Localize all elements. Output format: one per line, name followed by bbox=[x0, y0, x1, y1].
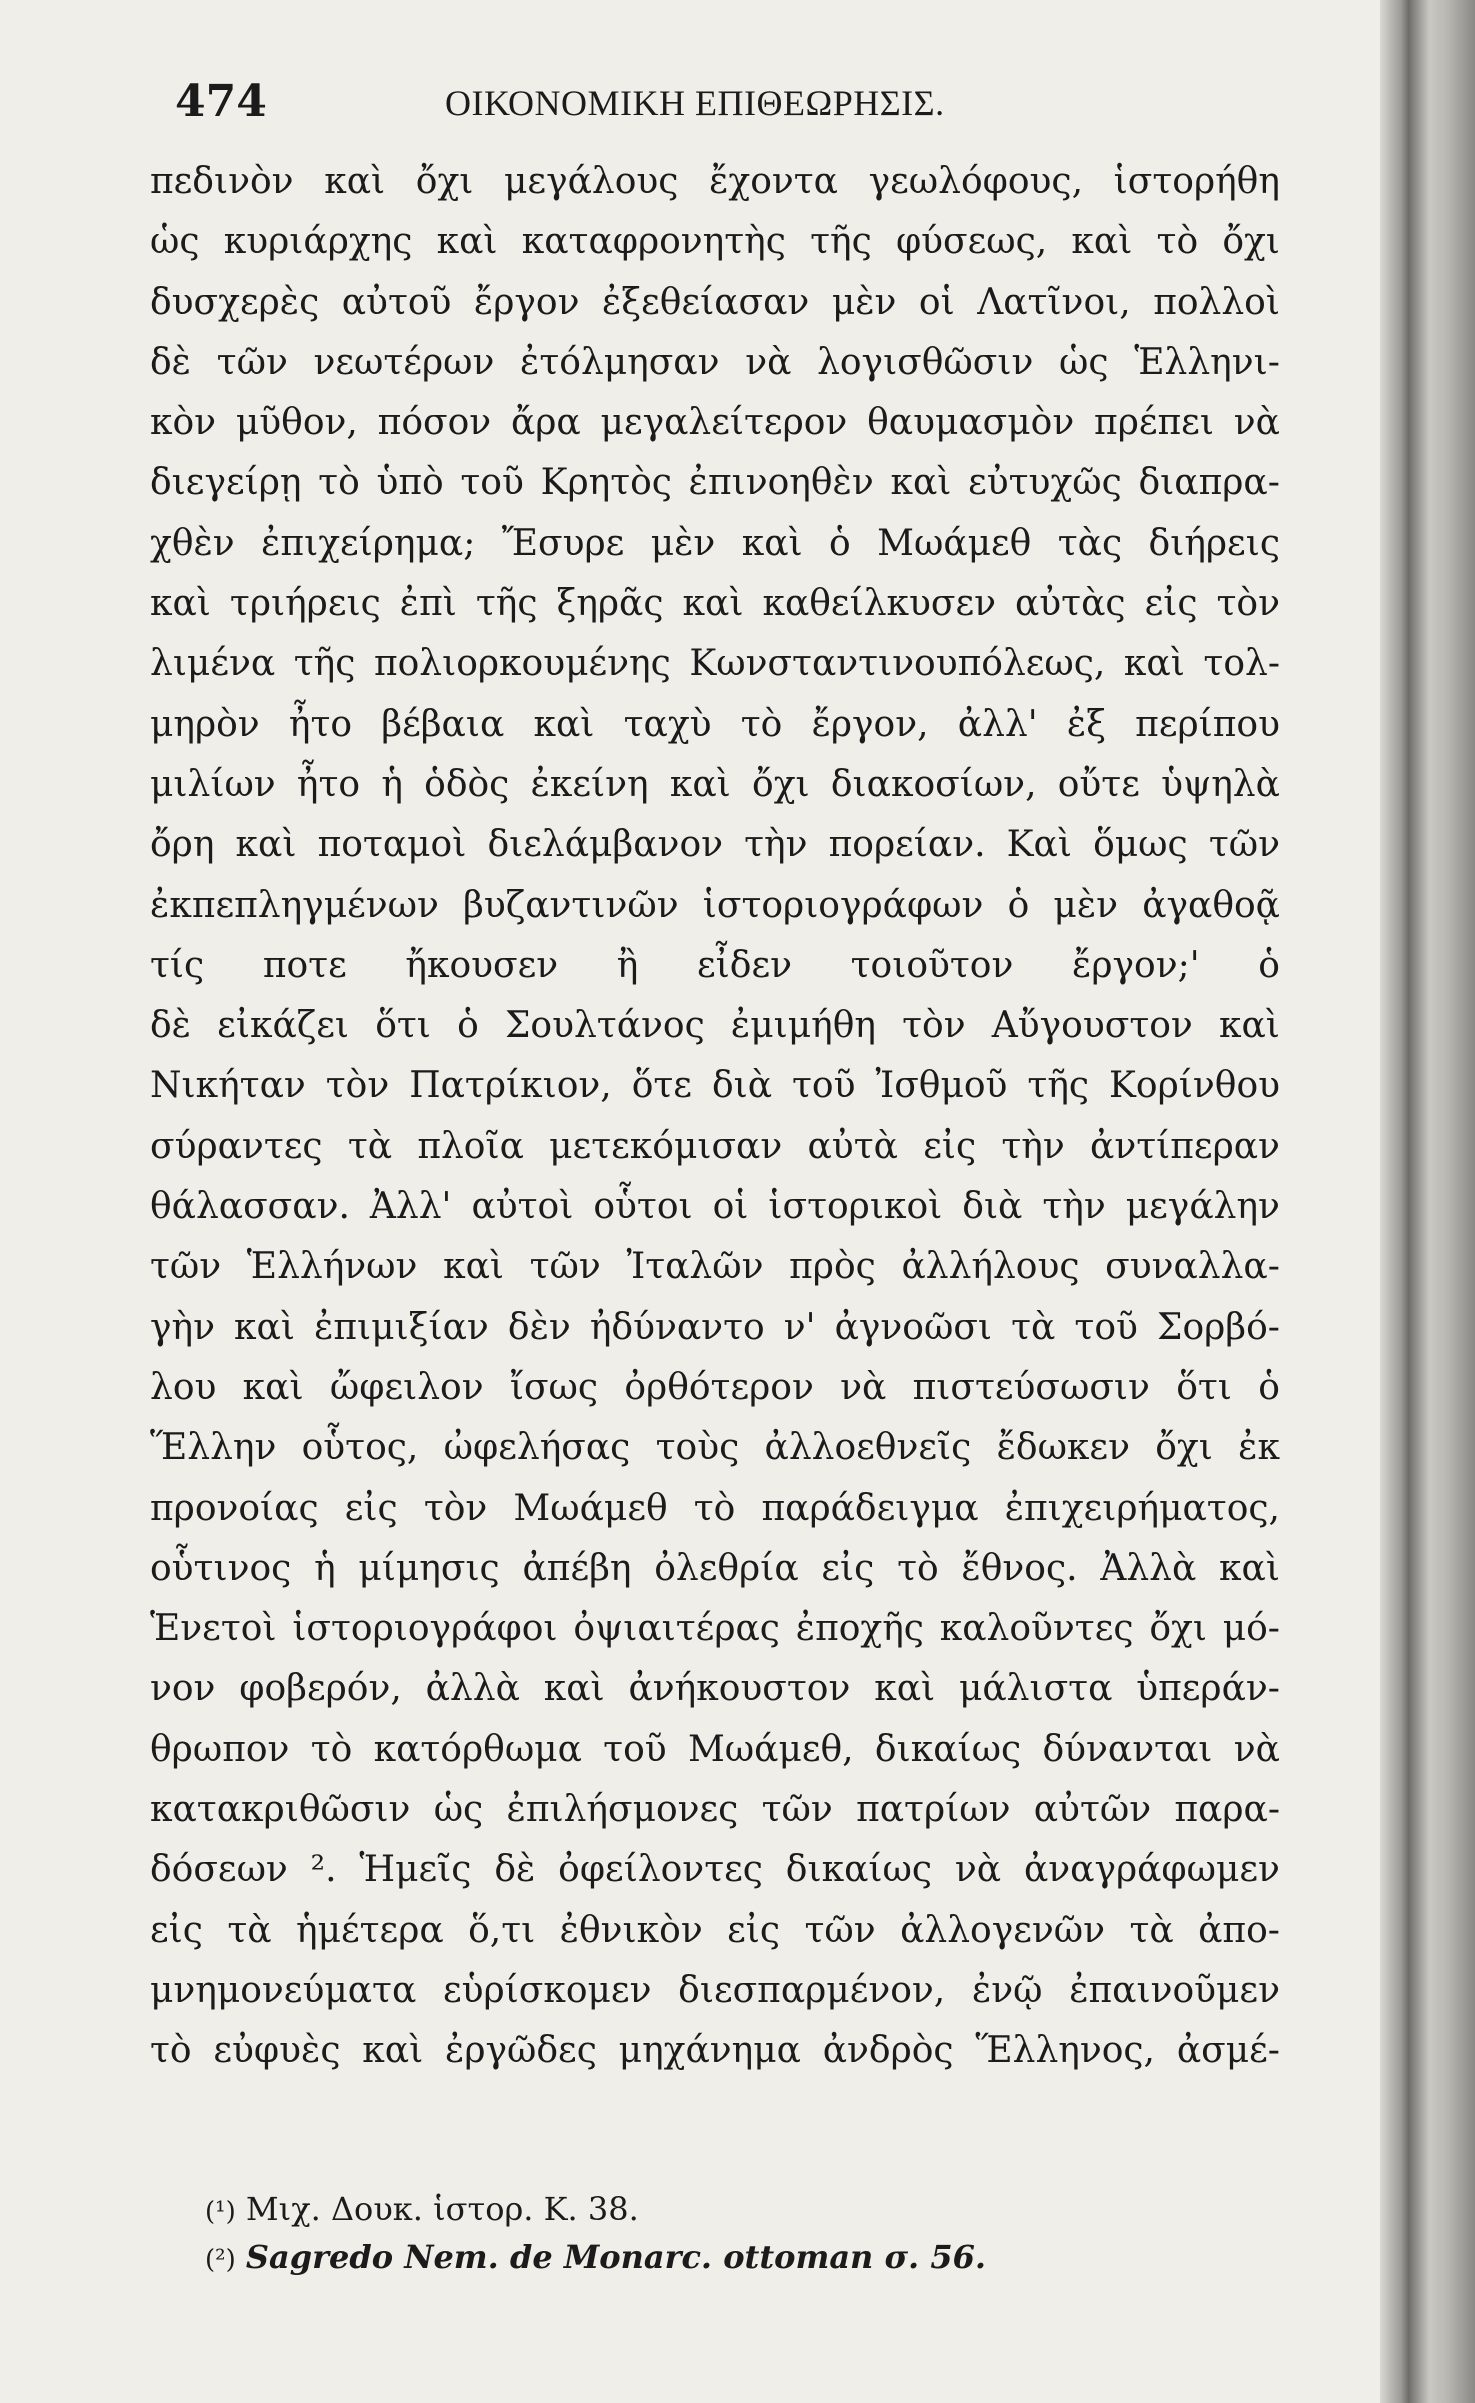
text-line: διεγείρῃ τὸ ὑπὸ τοῦ Κρητὸς ἐπινοηθὲν καὶ εὐτυχῶς διαπρα- bbox=[150, 462, 1280, 504]
page-header bbox=[150, 40, 1280, 140]
text-line: τῶν Ἑλλήνων καὶ τῶν Ἰταλῶν πρὸς ἀλλήλους συναλλα- bbox=[150, 1246, 1280, 1288]
body-text bbox=[150, 152, 1280, 2082]
text-line: δὲ εἰκάζει ὅτι ὁ Σουλτάνος ἐμιμήθη τὸν Αὔγουστον καὶ bbox=[150, 1005, 1280, 1047]
footnotes bbox=[205, 2185, 1205, 2281]
text-line: λιμένα τῆς πολιορκουμένης Κωνσταντινουπόλεως, καὶ τολ- bbox=[150, 643, 1280, 685]
book-spine-shadow bbox=[1380, 0, 1475, 2403]
text-line: Ἑνετοὶ ἱστοριογράφοι ὀψιαιτέρας ἐποχῆς καλοῦντες ὄχι μό- bbox=[150, 1608, 1280, 1650]
text-line: τὸ εὐφυὲς καὶ ἐργῶδες μηχάνημα ἀνδρὸς Ἕλληνος, ἀσμέ- bbox=[150, 2030, 1280, 2072]
text-line: γὴν καὶ ἐπιμιξίαν δὲν ἠδύναντο ν' ἀγνοῶσι τὰ τοῦ Σορβό- bbox=[150, 1306, 1280, 1348]
text-line: καὶ τριήρεις ἐπὶ τῆς ξηρᾶς καὶ καθείλκυσεν αὐτὰς εἰς τὸν bbox=[150, 583, 1280, 625]
text-line: τίς ποτε ἤκουσεν ἢ εἶδεν τοιοῦτον ἔργον;' ὁ bbox=[150, 944, 1280, 986]
text-line: θρωπον τὸ κατόρθωμα τοῦ Μωάμεθ, δικαίως δύνανται νὰ bbox=[150, 1728, 1280, 1770]
footnote-text: Sagredo Nem. de Monarc. ottoman σ. 56. bbox=[245, 2238, 986, 2276]
book-page bbox=[150, 40, 1280, 2360]
text-line: λου καὶ ὤφειλον ἴσως ὀρθότερον νὰ πιστεύσωσιν ὅτι ὁ bbox=[150, 1366, 1280, 1408]
text-line: ἐκπεπληγμένων βυζαντινῶν ἱστοριογράφων ὁ μὲν ἀγαθοᾷ bbox=[150, 884, 1280, 926]
footnote-mark: (¹) bbox=[205, 2197, 236, 2227]
text-line: Νικήταν τὸν Πατρίκιον, ὅτε διὰ τοῦ Ἰσθμοῦ τῆς Κορίνθου bbox=[150, 1065, 1280, 1107]
text-line: χθὲν ἐπιχείρημα; Ἔσυρε μὲν καὶ ὁ Μωάμεθ τὰς διήρεις bbox=[150, 522, 1280, 564]
text-line: μνημονεύματα εὑρίσκομεν διεσπαρμένον, ἐνῷ ἐπαινοῦμεν bbox=[150, 1969, 1280, 2011]
text-line: κὸν μῦθον, πόσον ἄρα μεγαλείτερον θαυμασμὸν πρέπει νὰ bbox=[150, 402, 1280, 444]
text-line: δόσεων ². Ἡμεῖς δὲ ὀφείλοντες δικαίως νὰ ἀναγράφωμεν bbox=[150, 1849, 1280, 1891]
text-line: ὡς κυριάρχης καὶ καταφρονητὴς τῆς φύσεως, καὶ τὸ ὄχι bbox=[150, 221, 1280, 263]
text-line: δὲ τῶν νεωτέρων ἐτόλμησαν νὰ λογισθῶσιν ὡς Ἑλληνι- bbox=[150, 341, 1280, 383]
text-line: θάλασσαν. Ἀλλ' αὐτοὶ οὗτοι οἱ ἱστορικοὶ διὰ τὴν μεγάλην bbox=[150, 1186, 1280, 1228]
footnote-1 bbox=[205, 2185, 1205, 2233]
text-line: κατακριθῶσιν ὡς ἐπιλήσμονες τῶν πατρίων αὐτῶν παρα- bbox=[150, 1789, 1280, 1831]
text-line: Ἕλλην οὗτος, ὠφελήσας τοὺς ἀλλοεθνεῖς ἔδωκεν ὄχι ἐκ bbox=[150, 1427, 1280, 1469]
text-line: οὗτινος ἡ μίμησις ἀπέβη ὀλεθρία εἰς τὸ ἔθνος. Ἀλλὰ καὶ bbox=[150, 1547, 1280, 1589]
text-line: σύραντες τὰ πλοῖα μετεκόμισαν αὐτὰ εἰς τὴν ἀντίπεραν bbox=[150, 1125, 1280, 1167]
running-head: ΟΙΚΟΝΟΜΙΚΗ ΕΠΙΘΕΩΡΗΣΙΣ. bbox=[445, 83, 945, 123]
text-line: νον φοβερόν, ἀλλὰ καὶ ἀνήκουστον καὶ μάλιστα ὑπεράν- bbox=[150, 1668, 1280, 1710]
text-line: μιλίων ἦτο ἡ ὁδὸς ἐκείνη καὶ ὄχι διακοσίων, οὔτε ὑψηλὰ bbox=[150, 763, 1280, 805]
text-line: πεδινὸν καὶ ὄχι μεγάλους ἔχοντα γεωλόφους, ἱστορήθη bbox=[150, 161, 1280, 202]
text-line: εἰς τὰ ἡμέτερα ὅ,τι ἐθνικὸν εἰς τῶν ἀλλογενῶν τὰ ἀπο- bbox=[150, 1909, 1280, 1951]
page-number: 474 bbox=[175, 76, 267, 127]
footnote-mark: (²) bbox=[205, 2245, 236, 2275]
footnote-2 bbox=[205, 2233, 1205, 2281]
text-line: ὄρη καὶ ποταμοὶ διελάμβανον τὴν πορείαν. Καὶ ὅμως τῶν bbox=[150, 824, 1280, 866]
text-line: δυσχερὲς αὐτοῦ ἔργον ἐξεθείασαν μὲν οἱ Λατῖνοι, πολλοὶ bbox=[150, 281, 1280, 323]
text-line: προνοίας εἰς τὸν Μωάμεθ τὸ παράδειγμα ἐπιχειρήματος, bbox=[150, 1487, 1280, 1529]
text-line: μηρὸν ἦτο βέβαια καὶ ταχὺ τὸ ἔργον, ἀλλ' ἐξ περίπου bbox=[150, 703, 1280, 745]
footnote-text: Μιχ. Δουκ. ἱστορ. Κ. 38. bbox=[245, 2190, 639, 2228]
